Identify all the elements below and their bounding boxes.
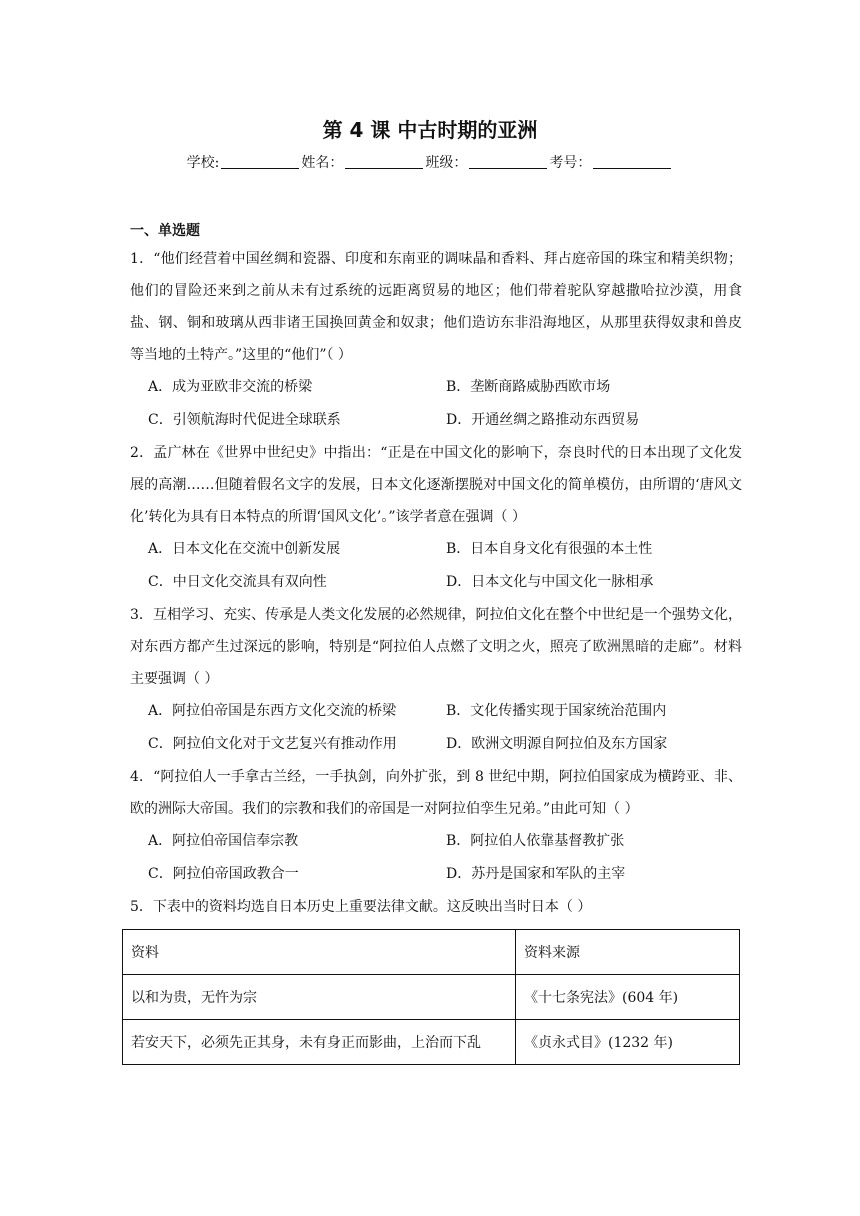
options	[130, 371, 742, 437]
class-blank[interactable]	[469, 168, 547, 169]
table-header-row	[123, 930, 740, 975]
option-b[interactable]: B．日本自身文化有很强的本土性	[446, 541, 653, 557]
school-label: 学校:	[186, 155, 220, 171]
student-info-line	[0, 152, 860, 172]
option-a[interactable]: A．阿拉伯帝国是东西方文化交流的桥梁	[148, 703, 397, 719]
exam-number-label: 考号：	[549, 155, 592, 171]
exam-number-blank[interactable]	[593, 168, 671, 169]
question-stem: 2．孟广林在《世界中世纪史》中指出：“正是在中国文化的影响下，奈良时代的日本出现了文化发展的高潮……但随着假名文字的发展，日本文化逐渐摆脱对中国文化的简单模仿，由所谓的‘唐风文化’转化为具有日本特点的所谓‘国风文化’。”该学者意在强调（ ）	[130, 445, 742, 525]
name-label: 姓名：	[301, 155, 344, 171]
option-c[interactable]: C．阿拉伯文化对于文艺复兴有推动作用	[148, 736, 397, 752]
page-title: 第 4 课 中古时期的亚洲	[322, 118, 538, 142]
questions-list	[130, 243, 742, 1065]
question-3	[130, 599, 742, 761]
option-a[interactable]: A．日本文化在交流中创新发展	[148, 541, 341, 557]
question-4	[130, 761, 742, 891]
table-cell-material: 若安天下，必须先正其身，未有身正而影曲，上治而下乱	[123, 1020, 516, 1065]
question-stem: 3．互相学习、充实、传承是人类文化发展的必然规律，阿拉伯文化在整个中世纪是一个强势文化，对东西方都产生过深远的影响，特别是“阿拉伯人点燃了文明之火，照亮了欧洲黑暗的走廊”。材料主要强调（ ）	[130, 607, 742, 687]
source-table	[122, 929, 740, 1065]
table-cell-material: 以和为贵，无忤为宗	[123, 975, 516, 1020]
option-b[interactable]: B．阿拉伯人依靠基督教扩张	[446, 833, 625, 849]
class-label: 班级：	[425, 155, 468, 171]
option-c[interactable]: C．引领航海时代促进全球联系	[148, 412, 341, 428]
question-2	[130, 437, 742, 599]
table-cell-source: 《十七条宪法》(604 年)	[516, 975, 740, 1020]
table-header-source: 资料来源	[516, 930, 740, 975]
question-stem: 5．下表中的资料均选自日本历史上重要法律文献。这反映出当时日本（ ）	[130, 899, 592, 915]
option-c[interactable]: C．阿拉伯帝国政教合一	[148, 866, 299, 882]
question-1	[130, 243, 742, 437]
question-stem: 1．“他们经营着中国丝绸和瓷器、印度和东南亚的调味晶和香料、拜占庭帝国的珠宝和精美织物；他们的冒险还来到之前从未有过系统的远距离贸易的地区；他们带着驼队穿越撒哈拉沙漠，用食盐、钢、铜和玻璃从西非诸王国换回黄金和奴隶；他们造访东非沿海地区，从那里获得奴隶和兽皮等当地的土特产。”这里的“他们”（ ）	[130, 251, 742, 363]
option-d[interactable]: D．日本文化与中国文化一脉相承	[446, 574, 654, 590]
options	[130, 695, 742, 761]
table-row	[123, 975, 740, 1020]
option-d[interactable]: D．开通丝绸之路推动东西贸易	[446, 412, 640, 428]
section-title: 一、单选题	[130, 223, 200, 239]
option-c[interactable]: C．中日文化交流具有双向性	[148, 574, 327, 590]
option-b[interactable]: B．垄断商路威胁西欧市场	[446, 379, 611, 395]
school-blank[interactable]	[221, 168, 299, 169]
question-5	[130, 891, 742, 1065]
option-b[interactable]: B．文化传播实现于国家统治范围内	[446, 703, 667, 719]
table-header-material: 资料	[123, 930, 516, 975]
table-cell-source: 《贞永式目》(1232 年)	[516, 1020, 740, 1065]
option-d[interactable]: D．苏丹是国家和军队的主宰	[446, 866, 626, 882]
option-a[interactable]: A．成为亚欧非交流的桥梁	[148, 379, 313, 395]
option-a[interactable]: A．阿拉伯帝国信奉宗教	[148, 833, 299, 849]
options	[130, 533, 742, 599]
name-blank[interactable]	[345, 168, 423, 169]
option-d[interactable]: D．欧洲文明源自阿拉伯及东方国家	[446, 736, 668, 752]
options	[130, 825, 742, 891]
table-row	[123, 1020, 740, 1065]
question-stem: 4．“阿拉伯人一手拿古兰经，一手执剑，向外扩张，到 8 世纪中期，阿拉伯国家成为横跨亚、非、欧的洲际大帝国。我们的宗教和我们的帝国是一对阿拉伯孪生兄弟。”由此可知（ ）	[130, 769, 742, 817]
